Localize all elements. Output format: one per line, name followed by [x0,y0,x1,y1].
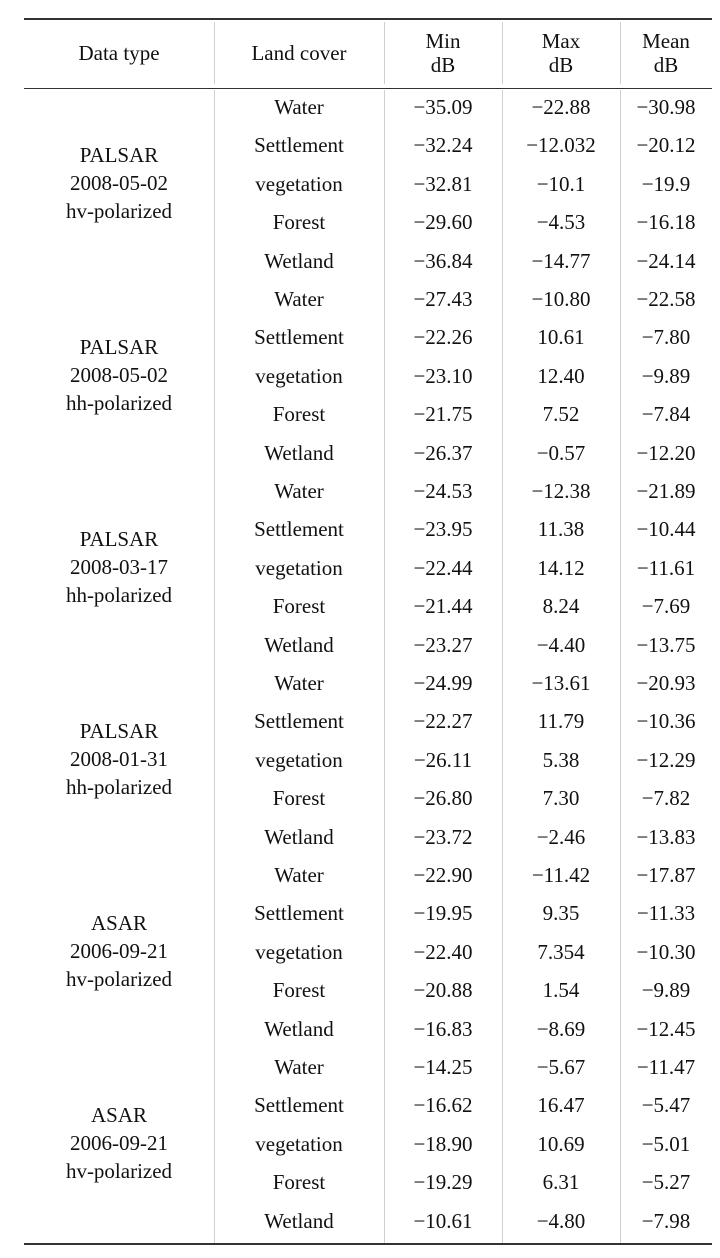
mean-cell: −10.44 [636,517,696,542]
mean-cell: −13.83 [636,824,696,849]
mean-cell: −9.89 [641,978,691,1003]
mean-cell: −20.12 [636,133,696,158]
data-type-date: 2006-09-21 [70,1131,168,1155]
min-cell: −29.60 [413,210,473,235]
data-type-sensor: PALSAR [79,527,159,551]
data-group [24,473,712,665]
min-cell: −24.53 [413,479,473,503]
table-row [214,819,712,857]
data-type-cell [24,525,214,609]
land-cover-cell: Settlement [254,517,344,542]
min-cell: −22.44 [413,555,473,580]
mean-cell: −30.98 [636,95,696,119]
land-cover-cell: Wetland [264,248,334,273]
land-cover-cell: vegetation [255,363,343,388]
min-cell: −32.81 [413,171,473,196]
min-cell: −22.27 [413,709,473,734]
table-row [214,166,712,204]
min-cell: −26.37 [413,440,473,465]
max-cell: 7.30 [542,786,580,811]
max-cell: 11.38 [537,517,585,542]
mean-cell: −12.20 [636,440,696,465]
table-row [214,1126,712,1164]
max-cell: −12.032 [526,133,596,158]
mean-cell: −7.98 [641,1208,691,1233]
table-row [214,857,712,895]
land-cover-cell: vegetation [255,747,343,772]
header-min-unit: dB [430,53,456,77]
table-row [214,588,712,626]
min-cell: −22.40 [413,939,473,964]
table-row [214,703,712,741]
land-cover-cell: Forest [272,978,326,1003]
max-cell: 11.79 [537,709,585,734]
data-group [24,1049,712,1241]
max-cell: −5.67 [536,1055,586,1079]
table-row [214,550,712,588]
table-row [214,1011,712,1049]
header-land-cover: Land cover [251,41,347,65]
max-cell: −22.88 [531,95,591,119]
min-cell: −23.95 [413,517,473,542]
table-row [214,742,712,780]
min-cell: −23.72 [413,824,473,849]
max-cell: −4.80 [536,1208,586,1233]
land-cover-cell: Wetland [264,824,334,849]
max-cell: −2.46 [536,824,586,849]
land-cover-cell: vegetation [255,1131,343,1156]
table-row [214,895,712,933]
mean-cell: −22.58 [636,287,696,311]
min-cell: −27.43 [413,287,473,311]
header-min [384,29,502,77]
min-cell: −22.90 [413,863,473,887]
data-type-pol: hh-polarized [65,583,173,607]
table-row [214,435,712,473]
min-cell: −21.75 [413,402,473,427]
mean-cell: −7.80 [641,325,691,350]
mean-cell: −10.30 [636,939,696,964]
max-cell: 5.38 [542,747,580,772]
max-cell: 12.40 [537,363,585,388]
data-type-sensor: PALSAR [79,335,159,359]
table-row [214,89,712,127]
land-cover-cell: Water [274,863,324,887]
data-type-cell [24,141,214,225]
max-cell: 7.354 [537,939,585,964]
mean-cell: −21.89 [636,479,696,503]
table-row [214,358,712,396]
min-cell: −20.88 [413,978,473,1003]
land-cover-cell: vegetation [255,171,343,196]
min-cell: −19.95 [413,901,473,926]
data-type-sensor: PALSAR [79,719,159,743]
max-cell: −12.38 [531,479,591,503]
min-cell: −26.11 [413,747,473,772]
land-cover-cell: vegetation [255,939,343,964]
land-cover-cell: Settlement [254,709,344,734]
land-cover-cell: Forest [272,1170,326,1195]
max-cell: 14.12 [537,555,585,580]
max-cell: −10.80 [531,287,591,311]
max-cell: −0.57 [536,440,586,465]
header-max-unit: dB [548,53,574,77]
max-cell: −11.42 [531,863,591,887]
land-cover-cell: Wetland [264,1208,334,1233]
min-cell: −24.99 [413,671,473,695]
data-type-date: 2008-03-17 [70,555,168,579]
data-type-date: 2008-01-31 [70,747,168,771]
table-row [214,127,712,165]
max-cell: −4.53 [536,210,586,235]
header-max-label: Max [541,29,581,53]
min-cell: −21.44 [413,594,473,619]
data-type-cell [24,1101,214,1185]
min-cell: −35.09 [413,95,473,119]
max-cell: 16.47 [537,1093,585,1118]
min-cell: −22.26 [413,325,473,350]
mean-cell: −19.9 [641,171,691,196]
min-cell: −26.80 [413,786,473,811]
land-cover-cell: Water [274,287,324,311]
mean-cell: −24.14 [636,248,696,273]
data-type-sensor: PALSAR [79,143,159,167]
table-row [214,1087,712,1125]
data-group [24,857,712,1049]
table-row [214,1049,712,1087]
table-row [214,243,712,281]
mean-cell: −11.33 [636,901,696,926]
land-cover-cell: Settlement [254,901,344,926]
mean-cell: −10.36 [636,709,696,734]
table-row [214,665,712,703]
land-cover-cell: Settlement [254,133,344,158]
data-type-cell [24,333,214,417]
min-cell: −18.90 [413,1131,473,1156]
land-cover-cell: Settlement [254,1093,344,1118]
min-cell: −36.84 [413,248,473,273]
min-cell: −10.61 [413,1208,473,1233]
header-min-label: Min [425,29,461,53]
data-type-sensor: ASAR [90,911,148,935]
land-cover-cell: Wetland [264,632,334,657]
table-row [214,204,712,242]
data-type-date: 2006-09-21 [70,939,168,963]
table-bottom-rule [24,1243,712,1245]
max-cell: 1.54 [542,978,580,1003]
land-cover-cell: Water [274,95,324,119]
max-cell: −14.77 [531,248,591,273]
max-cell: −8.69 [536,1016,586,1041]
header-max [502,29,620,77]
mean-cell: −13.75 [636,632,696,657]
mean-cell: −16.18 [636,210,696,235]
max-cell: 10.69 [537,1131,585,1156]
max-cell: 10.61 [537,325,585,350]
land-cover-cell: vegetation [255,555,343,580]
data-group [24,665,712,857]
mean-cell: −5.27 [641,1170,691,1195]
land-cover-cell: Water [274,479,324,503]
mean-cell: −12.29 [636,747,696,772]
table-row [214,396,712,434]
data-type-pol: hv-polarized [65,1159,173,1183]
table-row [214,780,712,818]
land-cover-cell: Water [274,1055,324,1079]
table-row [214,319,712,357]
table-row [214,473,712,511]
data-group [24,89,712,281]
land-cover-cell: Wetland [264,440,334,465]
table-row [214,511,712,549]
data-type-date: 2008-05-02 [70,363,168,387]
header-mean-unit: dB [653,53,679,77]
min-cell: −19.29 [413,1170,473,1195]
max-cell: 6.31 [542,1170,580,1195]
max-cell: 7.52 [542,402,580,427]
table-row [214,627,712,665]
data-group [24,281,712,473]
header-mean-label: Mean [642,29,690,53]
mean-cell: −7.69 [641,594,691,619]
mean-cell: −17.87 [636,863,696,887]
min-cell: −16.83 [413,1016,473,1041]
header-mean [620,29,712,77]
mean-cell: −5.01 [641,1131,691,1156]
land-cover-cell: Water [274,671,324,695]
mean-cell: −12.45 [636,1016,696,1041]
data-type-date: 2008-05-02 [70,171,168,195]
min-cell: −14.25 [413,1055,473,1079]
max-cell: −4.40 [536,632,586,657]
header-data-type: Data type [78,41,160,65]
max-cell: 9.35 [542,901,580,926]
max-cell: −10.1 [536,171,586,196]
mean-cell: −20.93 [636,671,696,695]
max-cell: −13.61 [531,671,591,695]
table-row [214,1203,712,1241]
max-cell: 8.24 [542,594,580,619]
land-cover-cell: Forest [272,210,326,235]
data-type-pol: hh-polarized [65,775,173,799]
data-type-pol: hv-polarized [65,199,173,223]
data-type-cell [24,717,214,801]
mean-cell: −9.89 [641,363,691,388]
mean-cell: −11.47 [636,1055,696,1079]
table-row [214,1164,712,1202]
data-type-pol: hh-polarized [65,391,173,415]
land-cover-cell: Wetland [264,1016,334,1041]
land-cover-cell: Forest [272,402,326,427]
min-cell: −23.10 [413,363,473,388]
data-type-sensor: ASAR [90,1103,148,1127]
mean-cell: −11.61 [636,555,696,580]
land-cover-cell: Forest [272,786,326,811]
land-cover-cell: Forest [272,594,326,619]
table-row [214,972,712,1010]
min-cell: −16.62 [413,1093,473,1118]
min-cell: −23.27 [413,632,473,657]
data-type-pol: hv-polarized [65,967,173,991]
table-row [214,281,712,319]
mean-cell: −7.82 [641,786,691,811]
data-type-cell [24,909,214,993]
min-cell: −32.24 [413,133,473,158]
mean-cell: −7.84 [641,402,691,427]
mean-cell: −5.47 [641,1093,691,1118]
table-header [24,18,712,88]
land-cover-cell: Settlement [254,325,344,350]
table-row [214,934,712,972]
